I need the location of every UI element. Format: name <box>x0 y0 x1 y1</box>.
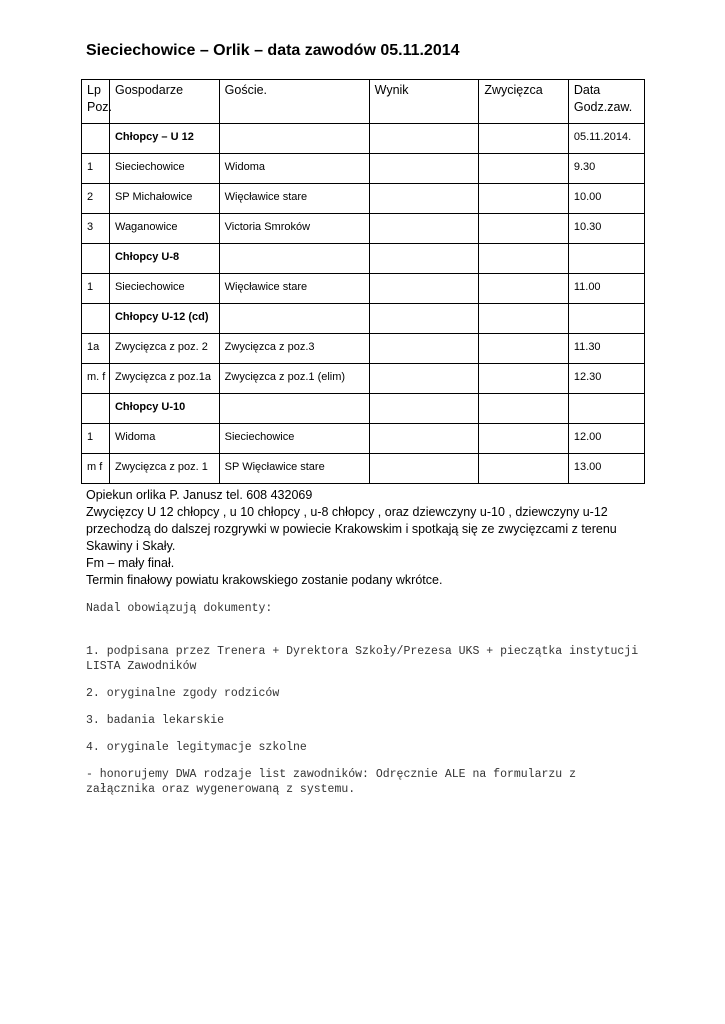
cell-lp: m f <box>82 454 110 484</box>
cell-gospodarze: Chłopcy U-12 (cd) <box>109 304 219 334</box>
cell-gospodarze: Chłopcy – U 12 <box>109 124 219 154</box>
cell-gospodarze: SP Michałowice <box>109 184 219 214</box>
schedule-table <box>81 79 645 484</box>
cell-zwyciezca <box>479 124 569 154</box>
document-item-3: 3. badania lekarskie <box>86 714 225 727</box>
opiekun-text: Opiekun orlika P. Janusz tel. 608 432069 <box>86 488 313 502</box>
termin-text: Termin finałowy powiatu krakowskiego zostanie podany wkrótce. <box>86 573 443 587</box>
cell-zwyciezca <box>479 244 569 274</box>
header-poz-label: Poz. <box>87 100 113 114</box>
cell-zwyciezca <box>479 154 569 184</box>
header-data-label: Data <box>573 83 601 97</box>
cell-czas: 12.00 <box>568 424 644 454</box>
header-godz-label: Godz.zaw. <box>573 100 633 114</box>
document-item-4: 4. oryginale legitymacje szkolne <box>86 741 307 754</box>
cell-gospodarze: Chłopcy U-10 <box>109 394 219 424</box>
cell-goscie: Widoma <box>219 154 369 184</box>
cell-lp: 3 <box>82 214 110 244</box>
cell-czas: 10.00 <box>568 184 644 214</box>
cell-gospodarze: Zwycięzca z poz.1a <box>109 364 219 394</box>
cell-lp <box>82 304 110 334</box>
table-row <box>82 124 645 154</box>
cell-lp <box>82 394 110 424</box>
cell-zwyciezca <box>479 214 569 244</box>
cell-wynik <box>369 124 479 154</box>
cell-czas: 05.11.2014. <box>568 124 644 154</box>
cell-lp <box>82 244 110 274</box>
cell-zwyciezca <box>479 274 569 304</box>
cell-lp: 1 <box>82 424 110 454</box>
table-row <box>82 244 645 274</box>
cell-wynik <box>369 154 479 184</box>
cell-goscie <box>219 304 369 334</box>
table-header-row <box>82 80 645 124</box>
cell-goscie: Więcławice stare <box>219 274 369 304</box>
cell-gospodarze: Sieciechowice <box>109 154 219 184</box>
cell-wynik <box>369 214 479 244</box>
page-title: Sieciechowice – Orlik – data zawodów 05.11.2014 <box>86 42 460 59</box>
table-row <box>82 274 645 304</box>
cell-czas <box>568 244 644 274</box>
info-text: Zwycięzcy U 12 chłopcy , u 10 chłopcy , u-8 chłopcy , oraz dziewczyny u-10 , dziewczyny u-12 przechodzą do dalszej rozgrywki w powiecie Krakowskim i spotkają się ze zwycięzcami z terenu Skawiny i Skały. <box>86 505 617 553</box>
cell-gospodarze: Chłopcy U-8 <box>109 244 219 274</box>
cell-gospodarze: Waganowice <box>109 214 219 244</box>
header-goscie: Goście. <box>219 80 369 124</box>
header-data <box>568 80 644 124</box>
cell-goscie: Więcławice stare <box>219 184 369 214</box>
header-zwyciezca: Zwycięzca <box>479 80 569 124</box>
cell-czas: 12.30 <box>568 364 644 394</box>
schedule-body <box>82 80 645 484</box>
cell-lp: m. f <box>82 364 110 394</box>
cell-zwyciezca <box>479 364 569 394</box>
cell-czas: 11.00 <box>568 274 644 304</box>
cell-wynik <box>369 424 479 454</box>
cell-gospodarze: Zwycięzca z poz. 1 <box>109 454 219 484</box>
cell-czas <box>568 304 644 334</box>
notes-section <box>86 487 646 589</box>
cell-goscie: Sieciechowice <box>219 424 369 454</box>
header-gospodarze: Gospodarze <box>109 80 219 124</box>
table-row <box>82 394 645 424</box>
cell-wynik <box>369 334 479 364</box>
documents-section <box>86 601 646 797</box>
header-lp <box>82 80 113 124</box>
cell-goscie <box>219 394 369 424</box>
cell-wynik <box>369 394 479 424</box>
cell-wynik <box>369 184 479 214</box>
table-row <box>82 184 645 214</box>
cell-wynik <box>369 304 479 334</box>
table-row <box>82 154 645 184</box>
cell-czas <box>568 394 644 424</box>
cell-goscie: Zwycięzca z poz.1 (elim) <box>219 364 369 394</box>
table-row <box>82 424 645 454</box>
cell-goscie: SP Więcławice stare <box>219 454 369 484</box>
cell-zwyciezca <box>479 184 569 214</box>
cell-wynik <box>369 244 479 274</box>
document-item-1: 1. podpisana przez Trenera + Dyrektora Szkoły/Prezesa UKS + pieczątka instytucji LISTA Zawodników <box>86 645 645 673</box>
fm-text: Fm – mały finał. <box>86 556 175 570</box>
cell-lp: 1a <box>82 334 110 364</box>
cell-czas: 9.30 <box>568 154 644 184</box>
header-wynik: Wynik <box>369 80 479 124</box>
cell-goscie <box>219 244 369 274</box>
cell-czas: 10.30 <box>568 214 644 244</box>
cell-goscie: Zwycięzca z poz.3 <box>219 334 369 364</box>
cell-czas: 11.30 <box>568 334 644 364</box>
cell-wynik <box>369 364 479 394</box>
cell-zwyciezca <box>479 304 569 334</box>
cell-zwyciezca <box>479 424 569 454</box>
document-item-5: - honorujemy DWA rodzaje list zawodników: Odręcznie ALE na formularzu z załącznika oraz wygenerowaną z systemu. <box>86 768 583 796</box>
cell-lp: 1 <box>82 274 110 304</box>
cell-zwyciezca <box>479 454 569 484</box>
document-item-2: 2. oryginalne zgody rodziców <box>86 687 280 700</box>
table-row <box>82 334 645 364</box>
header-lp-label: Lp <box>87 83 101 97</box>
table-row <box>82 214 645 244</box>
cell-gospodarze: Widoma <box>109 424 219 454</box>
cell-wynik <box>369 274 479 304</box>
cell-lp <box>82 124 110 154</box>
cell-lp: 1 <box>82 154 110 184</box>
cell-zwyciezca <box>479 394 569 424</box>
cell-wynik <box>369 454 479 484</box>
table-row <box>82 364 645 394</box>
cell-goscie <box>219 124 369 154</box>
cell-lp: 2 <box>82 184 110 214</box>
table-row <box>82 454 645 484</box>
cell-goscie: Victoria Smroków <box>219 214 369 244</box>
cell-zwyciezca <box>479 334 569 364</box>
cell-czas: 13.00 <box>568 454 644 484</box>
documents-intro: Nadal obowiązują dokumenty: <box>86 602 273 615</box>
table-row <box>82 304 645 334</box>
cell-gospodarze: Zwycięzca z poz. 2 <box>109 334 219 364</box>
cell-gospodarze: Sieciechowice <box>109 274 219 304</box>
